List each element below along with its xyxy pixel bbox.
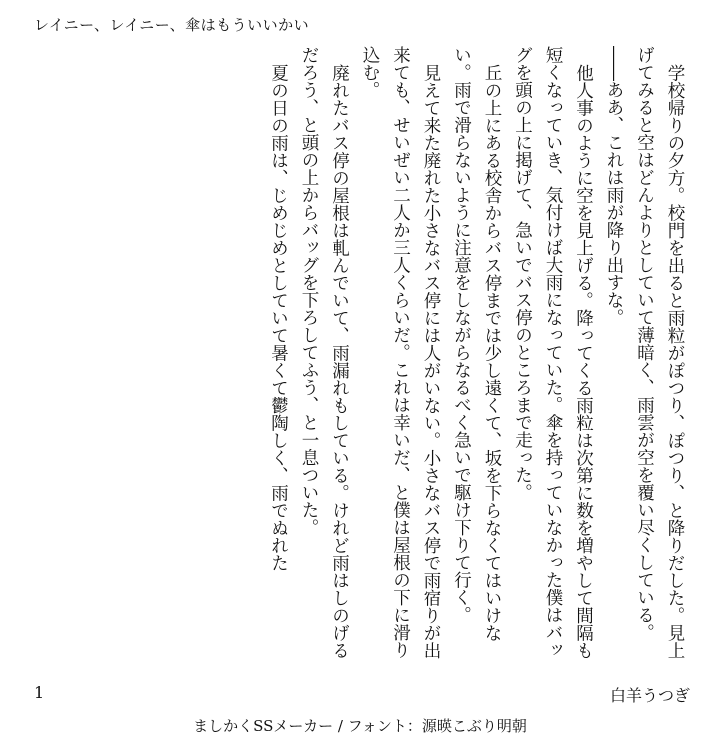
page-number: 1 (34, 683, 45, 702)
paragraph-5: 見えて来た廃れた小さなバス停には人がいない。小さなバス停で雨宿りが出来ても、せいぜい二人か三人くらいだ。これは幸いだ、と僕は屋根の下に滑り込む。 (360, 46, 441, 659)
paragraph-2: ――ああ、これは雨が降り出すな。 (604, 46, 624, 326)
paragraph-1: 学校帰りの夕方。校門を出ると雨粒がぽつり、ぽつり、と降りだした。見上げてみると空はどんよりとしていて薄暗く、雨雲が空を覆い尽くしている。 (634, 46, 685, 659)
author-name: 白羊うつぎ (609, 686, 690, 705)
footer-credit: ましかくSSメーカー / フォント：源暎こぶり明朝 (193, 717, 527, 735)
paragraph-6: 廃れたバス停の屋根は軋んでいて、雨漏れもしている。けれど雨はしのげるだろう、と頭の上からバッグを下ろしてふう、と一息ついた。 (299, 46, 350, 659)
paragraph-3: 他人事のように空を見上げる。降ってくる雨粒は次第に数を増やして間隔も短くなっていき、気付けば大雨になっていた。傘を持っていなかった僕はバッグを頭の上に掲げて、急いでバス停のところまで走った。 (512, 46, 594, 659)
paragraph-4: 丘の上にある校舎からバス停までは少し遠くて、坂を下らなくてはいけない。雨で滑らないように注意をしながらなるべく急いで駆け下りて行く。 (451, 46, 502, 641)
page-title: レイニー、レイニー、傘はもういいかい (34, 16, 310, 34)
story-body (30, 46, 690, 666)
paragraph-7: 夏の日の雨は、じめじめとしていて暑くて鬱陶しく、雨でぬれた (268, 63, 289, 571)
